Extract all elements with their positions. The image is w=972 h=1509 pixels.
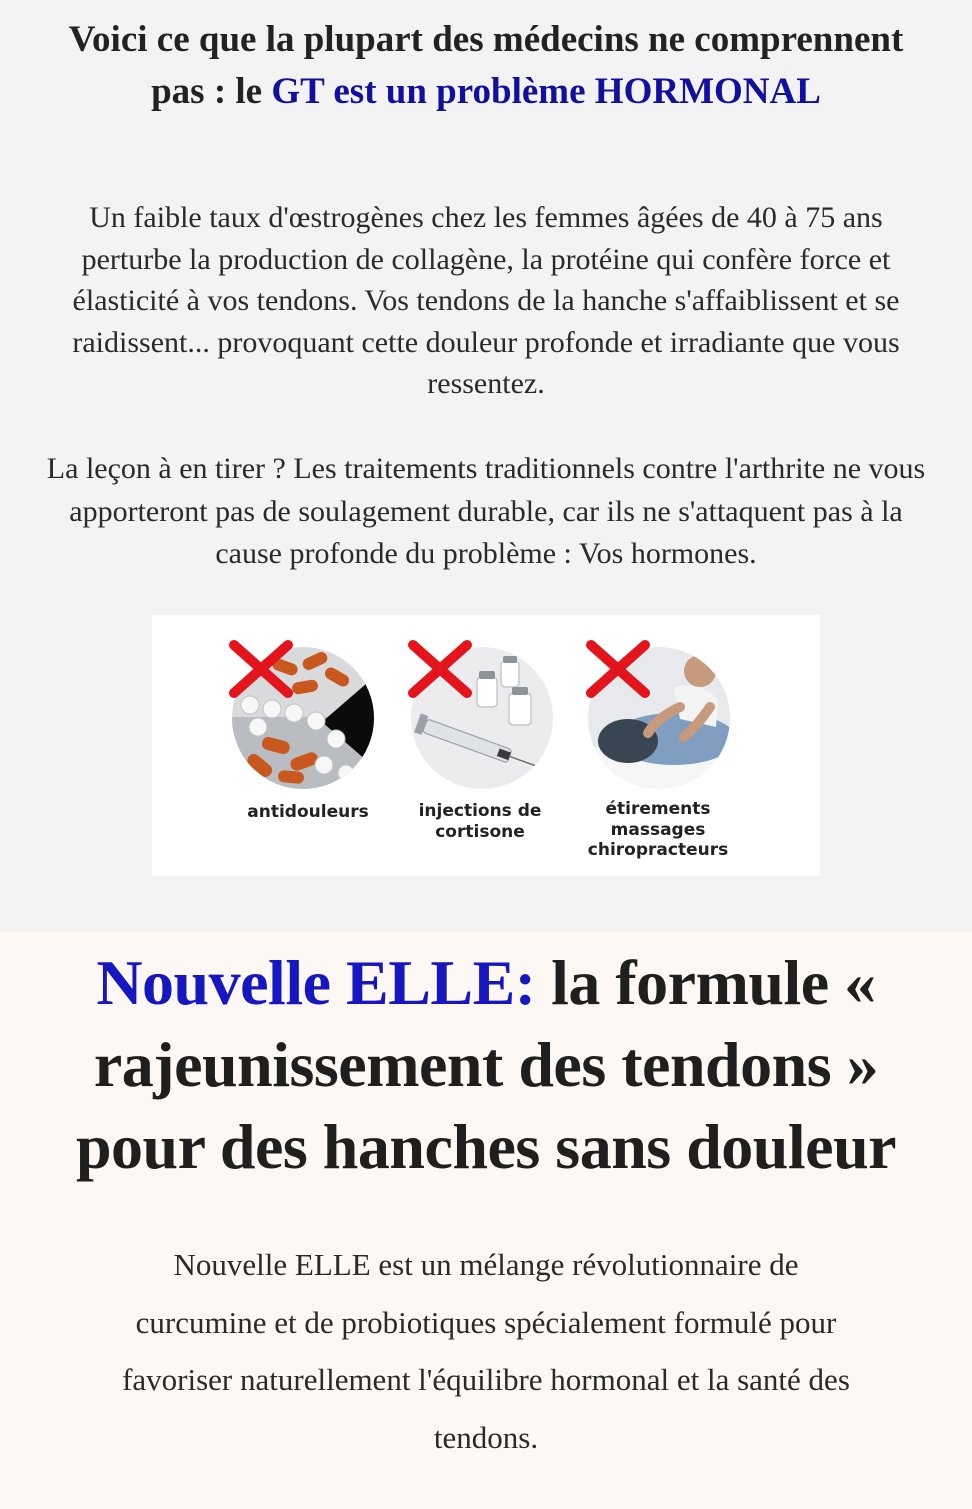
treatments-card (152, 615, 820, 876)
estrogen-paragraph: Un faible taux d'œstrogènes chez les femmes âgées de 40 à 75 ans perturbe la production de collagène, la protéine qui confère force et élasticité à vos tendons. Vos tendons de la hanche s'affaiblissent et se raidissent... provoquant cette douleur profonde et irradiante que vous ressentez. (72, 201, 900, 400)
treatment-item-painkillers (208, 615, 408, 876)
treatment-caption: étirements massages chiropracteurs (587, 799, 729, 860)
treatment-caption: antidouleurs (247, 802, 369, 822)
treatment-caption: injections de cortisone (418, 801, 542, 842)
brand-name: Nouvelle ELLE: (96, 947, 536, 1018)
headline-rest: la formule « rajeunissement des tendons » pour des hanches sans douleur (75, 947, 897, 1182)
product-section (0, 932, 972, 1509)
section-headline (60, 14, 912, 118)
product-description: Nouvelle ELLE est un mélange révolutionnaire de curcumine et de probiotiques spécialement formulé pour favoriser naturellement l'équilibre hormonal et la santé des tendons. (122, 1247, 850, 1455)
treatment-item-cortisone (380, 615, 580, 876)
cross-icon (407, 639, 473, 699)
headline-text: Voici ce que la plupart des médecins ne comprennent pas : le (68, 19, 904, 112)
cross-icon (228, 639, 294, 699)
product-headline (30, 942, 942, 1188)
cross-icon (585, 639, 651, 699)
lesson-paragraph: La leçon à en tirer ? Les traitements traditionnels contre l'arthrite ne vous apporteront pas de soulagement durable, car ils ne s'attaquent pas à la cause profonde du problème : Vos hormones. (46, 452, 926, 570)
treatment-item-massage (558, 615, 758, 876)
headline-highlight: GT est un problème HORMONAL (271, 71, 821, 112)
